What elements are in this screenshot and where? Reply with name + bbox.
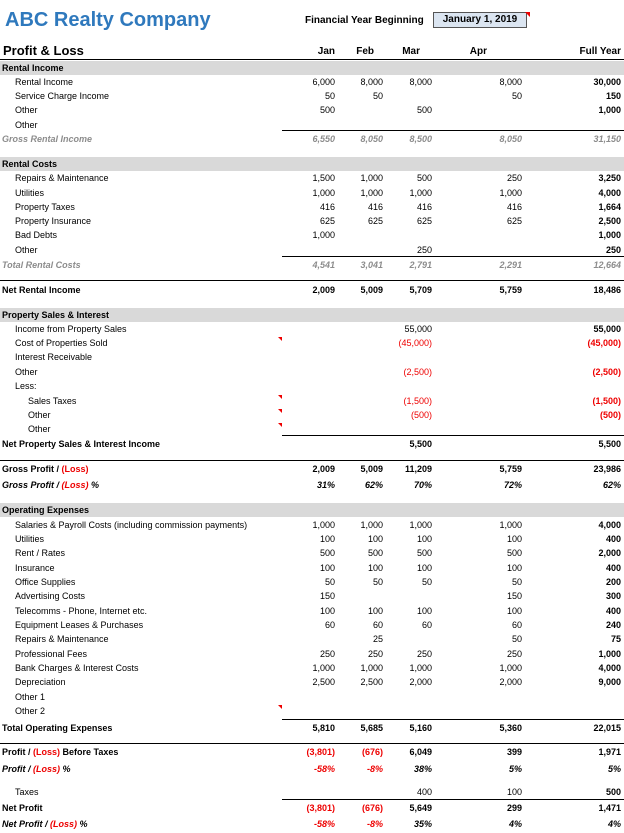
- cell-value[interactable]: 62%: [364, 480, 383, 490]
- cell-value[interactable]: 6,049: [409, 747, 432, 757]
- divider: [0, 280, 624, 281]
- cell-value[interactable]: 100: [416, 534, 432, 544]
- cell-value[interactable]: 500: [506, 548, 522, 558]
- cell-value[interactable]: 8,050: [499, 134, 522, 144]
- cell-value[interactable]: 1,000: [499, 188, 522, 198]
- row-label: Net Rental Income: [2, 285, 81, 295]
- row-label: Net Profit / (Loss) %: [2, 819, 88, 829]
- table-row: [0, 200, 624, 214]
- row-label: Telecomms - Phone, Internet etc.: [15, 606, 148, 616]
- row-label: Advertising Costs: [15, 591, 86, 601]
- table-row: [0, 422, 624, 436]
- row-label: Profit / (Loss) Before Taxes: [2, 747, 119, 757]
- row-label: Other 2: [15, 706, 46, 716]
- cell-value[interactable]: 500: [319, 105, 335, 115]
- table-row: [0, 283, 624, 297]
- table-row: [0, 365, 624, 379]
- cell-value[interactable]: 50: [372, 91, 383, 101]
- cell-value[interactable]: 70%: [413, 480, 432, 490]
- divider: [282, 130, 624, 131]
- cell-value[interactable]: 4,000: [598, 188, 621, 198]
- row-label: Rental Income: [2, 63, 64, 73]
- row-label: Equipment Leases & Purchases: [15, 620, 144, 630]
- cell-value[interactable]: 22,015: [593, 723, 621, 733]
- cell-value[interactable]: 3,041: [360, 260, 383, 270]
- cell-value[interactable]: 100: [319, 563, 335, 573]
- cell-value[interactable]: 625: [319, 216, 335, 226]
- cell-value[interactable]: 5,759: [499, 464, 522, 474]
- row-label: Professional Fees: [15, 649, 88, 659]
- divider: [282, 435, 624, 436]
- table-row: [0, 532, 624, 546]
- cell-value[interactable]: 500: [605, 787, 621, 797]
- cell-value[interactable]: 2,000: [598, 548, 621, 558]
- table-row: [0, 214, 624, 228]
- cell-value[interactable]: 400: [416, 787, 432, 797]
- cell-value[interactable]: 25: [372, 634, 383, 644]
- table-row: [0, 575, 624, 589]
- table-row: [0, 394, 624, 408]
- cell-value[interactable]: 31,150: [593, 134, 621, 144]
- cell-value[interactable]: 5,009: [360, 285, 383, 295]
- cell-value[interactable]: 100: [506, 563, 522, 573]
- cell-value[interactable]: 4%: [607, 819, 621, 829]
- cell-value[interactable]: 31%: [316, 480, 335, 490]
- cell-value[interactable]: 12,664: [593, 260, 621, 270]
- cell-value[interactable]: (1,500): [592, 396, 621, 406]
- cell-value[interactable]: 6,550: [312, 134, 335, 144]
- row-label: Bank Charges & Interest Costs: [15, 663, 139, 673]
- cell-value[interactable]: 500: [367, 548, 383, 558]
- cell-value[interactable]: 100: [319, 534, 335, 544]
- column-header-full-year: Full Year: [579, 46, 621, 57]
- row-label: Rental Costs: [2, 159, 58, 169]
- cell-value[interactable]: 299: [506, 803, 522, 813]
- row-label: Other 1: [15, 692, 46, 702]
- row-label: Other: [15, 367, 38, 377]
- cell-value[interactable]: 50: [511, 577, 522, 587]
- cell-value[interactable]: (2,500): [592, 367, 621, 377]
- cell-value[interactable]: 2,791: [409, 260, 432, 270]
- table-row: [0, 785, 624, 799]
- cell-value[interactable]: 100: [367, 606, 383, 616]
- row-label: Interest Receivable: [15, 352, 93, 362]
- table-row: [0, 632, 624, 646]
- table-row: [0, 618, 624, 632]
- table-row: [0, 589, 624, 603]
- table-row: [0, 503, 624, 517]
- row-label: Utilities: [15, 188, 45, 198]
- row-label: Property Insurance: [15, 216, 92, 226]
- comment-indicator-icon: [278, 705, 282, 709]
- table-row: [0, 437, 624, 451]
- cell-value[interactable]: 1,000: [312, 188, 335, 198]
- cell-value[interactable]: 8,050: [360, 134, 383, 144]
- cell-value[interactable]: 1,000: [312, 230, 335, 240]
- table-row: [0, 408, 624, 422]
- cell-value[interactable]: (500): [599, 410, 621, 420]
- cell-value[interactable]: 1,000: [312, 520, 335, 530]
- cell-value[interactable]: 1,000: [409, 520, 432, 530]
- cell-value[interactable]: 4,541: [312, 260, 335, 270]
- comment-indicator-icon: [278, 409, 282, 413]
- cell-value[interactable]: 75: [610, 634, 621, 644]
- cell-value[interactable]: 50: [511, 634, 522, 644]
- divider: [282, 256, 624, 257]
- cell-value[interactable]: 100: [367, 534, 383, 544]
- table-row: [0, 704, 624, 718]
- row-label: Rent / Rates: [15, 548, 66, 558]
- cell-value[interactable]: 1,471: [598, 803, 621, 813]
- cell-value[interactable]: 500: [416, 105, 432, 115]
- cell-value[interactable]: 5%: [508, 764, 522, 774]
- row-label: Property Sales & Interest: [2, 310, 110, 320]
- cell-value[interactable]: 100: [416, 563, 432, 573]
- cell-value[interactable]: 400: [605, 534, 621, 544]
- cell-value[interactable]: 50: [421, 577, 432, 587]
- table-row: [0, 157, 624, 171]
- row-label: Total Operating Expenses: [2, 723, 113, 733]
- cell-value[interactable]: 30,000: [593, 77, 621, 87]
- row-label: Operating Expenses: [2, 505, 90, 515]
- cell-value[interactable]: 2,009: [312, 464, 335, 474]
- cell-value[interactable]: 5,759: [499, 285, 522, 295]
- row-label: Profit / (Loss) %: [2, 764, 71, 774]
- cell-value[interactable]: 8,500: [409, 134, 432, 144]
- table-row: [0, 647, 624, 661]
- cell-value[interactable]: 416: [319, 202, 335, 212]
- divider: [282, 799, 624, 800]
- cell-value[interactable]: 2,500: [360, 677, 383, 687]
- row-label: Gross Rental Income: [2, 134, 93, 144]
- cell-value[interactable]: 5,160: [409, 723, 432, 733]
- cell-value[interactable]: 100: [506, 534, 522, 544]
- row-label: Property Taxes: [15, 202, 75, 212]
- cell-value[interactable]: -58%: [313, 819, 335, 829]
- cell-value[interactable]: 5,360: [499, 723, 522, 733]
- cell-value[interactable]: 50: [324, 91, 335, 101]
- row-label: Rental Income: [15, 77, 74, 87]
- cell-value[interactable]: 150: [506, 591, 522, 601]
- row-label: Total Rental Costs: [2, 260, 81, 270]
- table-row: [0, 336, 624, 350]
- column-header-mar: Mar: [402, 46, 420, 57]
- cell-value[interactable]: 240: [605, 620, 621, 630]
- cell-value[interactable]: 4,000: [598, 520, 621, 530]
- cell-value[interactable]: 9,000: [598, 677, 621, 687]
- column-header-jan: Jan: [317, 46, 335, 57]
- row-label: Depreciation: [15, 677, 66, 687]
- cell-value[interactable]: 50: [324, 577, 335, 587]
- cell-value[interactable]: 625: [367, 216, 383, 226]
- cell-value[interactable]: 35%: [413, 819, 432, 829]
- cell-value[interactable]: 250: [506, 173, 522, 183]
- cell-value[interactable]: 416: [367, 202, 383, 212]
- cell-value[interactable]: 250: [416, 649, 432, 659]
- divider: [0, 59, 624, 60]
- cell-value[interactable]: -8%: [366, 819, 383, 829]
- cell-value[interactable]: 150: [605, 91, 621, 101]
- cell-value[interactable]: (500): [410, 410, 432, 420]
- company-title: ABC Realty Company: [5, 9, 211, 31]
- row-label: Utilities: [15, 534, 45, 544]
- cell-value[interactable]: 38%: [413, 764, 432, 774]
- divider: [282, 719, 624, 720]
- cell-value[interactable]: 1,000: [360, 188, 383, 198]
- cell-value[interactable]: (1,500): [403, 396, 432, 406]
- row-label: Repairs & Maintenance: [15, 634, 109, 644]
- table-row: [0, 243, 624, 257]
- cell-value[interactable]: 300: [605, 591, 621, 601]
- cell-value[interactable]: (676): [361, 747, 383, 757]
- cell-value[interactable]: 1,000: [360, 663, 383, 673]
- row-label: Office Supplies: [15, 577, 76, 587]
- table-row: [0, 462, 624, 476]
- row-label: Net Profit: [2, 803, 43, 813]
- cell-value[interactable]: 6,000: [312, 77, 335, 87]
- table-row: [0, 171, 624, 185]
- row-label: Other: [15, 245, 38, 255]
- table-row: [0, 322, 624, 336]
- row-label: Service Charge Income: [15, 91, 110, 101]
- cell-value[interactable]: 1,000: [598, 105, 621, 115]
- table-row: [0, 561, 624, 575]
- cell-value[interactable]: 5,810: [312, 723, 335, 733]
- comment-indicator-icon: [278, 395, 282, 399]
- table-row: [0, 762, 624, 776]
- row-label: Gross Profit / (Loss): [2, 464, 89, 474]
- row-label: Other: [28, 424, 51, 434]
- divider: [0, 460, 624, 461]
- row-label: Other: [15, 120, 38, 130]
- financial-year-label: Financial Year Beginning: [305, 15, 424, 26]
- row-label: Bad Debts: [15, 230, 58, 240]
- cell-value[interactable]: 100: [319, 606, 335, 616]
- comment-indicator-icon: [278, 337, 282, 341]
- cell-value[interactable]: 500: [319, 548, 335, 558]
- cell-value[interactable]: 60: [324, 620, 335, 630]
- cell-value[interactable]: (3,801): [306, 803, 335, 813]
- cell-value[interactable]: 5,500: [598, 439, 621, 449]
- table-row: [0, 350, 624, 364]
- table-row: [0, 89, 624, 103]
- cell-value[interactable]: 1,000: [409, 188, 432, 198]
- table-row: [0, 379, 624, 393]
- table-row: [0, 801, 624, 815]
- table-row: [0, 478, 624, 492]
- cell-value[interactable]: 5,009: [360, 464, 383, 474]
- cell-value[interactable]: 72%: [503, 480, 522, 490]
- cell-value[interactable]: 2,500: [598, 216, 621, 226]
- cell-value[interactable]: 1,000: [499, 663, 522, 673]
- table-row: [0, 61, 624, 75]
- cell-value[interactable]: 8,000: [499, 77, 522, 87]
- table-row: [0, 308, 624, 322]
- divider: [0, 743, 624, 744]
- cell-value[interactable]: -8%: [366, 764, 383, 774]
- cell-value[interactable]: 250: [319, 649, 335, 659]
- table-row: [0, 75, 624, 89]
- cell-value[interactable]: 250: [416, 245, 432, 255]
- cell-value[interactable]: 2,500: [312, 677, 335, 687]
- cell-value[interactable]: 5,685: [360, 723, 383, 733]
- table-row: [0, 228, 624, 242]
- cell-value[interactable]: 1,971: [598, 747, 621, 757]
- cell-value[interactable]: 2,000: [409, 677, 432, 687]
- cell-value[interactable]: 5%: [607, 764, 621, 774]
- comment-indicator-icon: [525, 12, 530, 17]
- row-label: Net Property Sales & Interest Income: [2, 439, 161, 449]
- table-row: [0, 721, 624, 735]
- row-label: Cost of Properties Sold: [15, 338, 108, 348]
- cell-value[interactable]: 400: [605, 563, 621, 573]
- table-row: [0, 690, 624, 704]
- cell-value[interactable]: 5,709: [409, 285, 432, 295]
- cell-value[interactable]: (45,000): [587, 338, 621, 348]
- cell-value[interactable]: 55,000: [593, 324, 621, 334]
- cell-value[interactable]: 2,009: [312, 285, 335, 295]
- cell-value[interactable]: 625: [506, 216, 522, 226]
- row-label: Other: [28, 410, 51, 420]
- table-row: [0, 661, 624, 675]
- cell-value[interactable]: 60: [511, 620, 522, 630]
- cell-value[interactable]: 399: [506, 747, 522, 757]
- cell-value[interactable]: 23,986: [593, 464, 621, 474]
- cell-value[interactable]: 500: [416, 173, 432, 183]
- row-label: Gross Profit / (Loss) %: [2, 480, 100, 490]
- table-row: [0, 132, 624, 146]
- cell-value[interactable]: 60: [421, 620, 432, 630]
- cell-value[interactable]: 1,000: [360, 173, 383, 183]
- cell-value[interactable]: 500: [416, 548, 432, 558]
- cell-value[interactable]: 1,000: [312, 663, 335, 673]
- cell-value[interactable]: 100: [506, 606, 522, 616]
- row-label: Insurance: [15, 563, 55, 573]
- table-row: [0, 675, 624, 689]
- cell-value[interactable]: 5,500: [409, 439, 432, 449]
- row-label: Sales Taxes: [28, 396, 77, 406]
- table-row: [0, 186, 624, 200]
- cell-value[interactable]: 4%: [508, 819, 522, 829]
- cell-value[interactable]: 250: [506, 649, 522, 659]
- cell-value[interactable]: 2,291: [499, 260, 522, 270]
- section-title: Profit & Loss: [3, 43, 84, 58]
- cell-value[interactable]: 416: [416, 202, 432, 212]
- cell-value[interactable]: 250: [367, 649, 383, 659]
- cell-value[interactable]: 100: [506, 787, 522, 797]
- financial-year-input[interactable]: January 1, 2019: [433, 12, 527, 28]
- cell-value[interactable]: (676): [361, 803, 383, 813]
- cell-value[interactable]: 250: [605, 245, 621, 255]
- column-header-feb: Feb: [356, 46, 374, 57]
- cell-value[interactable]: 62%: [602, 480, 621, 490]
- row-label: Repairs & Maintenance: [15, 173, 109, 183]
- table-row: [0, 103, 624, 117]
- row-label: Less:: [15, 381, 37, 391]
- cell-value[interactable]: 4,000: [598, 663, 621, 673]
- table-row: [0, 518, 624, 532]
- cell-value[interactable]: (3,801): [306, 747, 335, 757]
- cell-value[interactable]: 55,000: [404, 324, 432, 334]
- cell-value[interactable]: 1,500: [312, 173, 335, 183]
- cell-value[interactable]: 625: [416, 216, 432, 226]
- cell-value[interactable]: 200: [605, 577, 621, 587]
- cell-value[interactable]: 18,486: [593, 285, 621, 295]
- cell-value[interactable]: 1,000: [499, 520, 522, 530]
- cell-value[interactable]: 60: [372, 620, 383, 630]
- row-label: Salaries & Payroll Costs (including commission payments): [15, 520, 248, 530]
- cell-value[interactable]: 50: [372, 577, 383, 587]
- cell-value[interactable]: 5,649: [409, 803, 432, 813]
- cell-value[interactable]: 8,000: [409, 77, 432, 87]
- column-header-apr: Apr: [469, 46, 487, 57]
- cell-value[interactable]: 416: [506, 202, 522, 212]
- cell-value[interactable]: 3,250: [598, 173, 621, 183]
- cell-value[interactable]: 1,664: [598, 202, 621, 212]
- row-label: Other: [15, 105, 38, 115]
- table-row: [0, 817, 624, 831]
- cell-value[interactable]: 1,000: [598, 230, 621, 240]
- cell-value[interactable]: 8,000: [360, 77, 383, 87]
- cell-value[interactable]: (45,000): [398, 338, 432, 348]
- cell-value[interactable]: 150: [319, 591, 335, 601]
- table-row: [0, 604, 624, 618]
- cell-value[interactable]: -58%: [313, 764, 335, 774]
- table-row: [0, 745, 624, 759]
- cell-value[interactable]: 11,209: [404, 464, 432, 474]
- cell-value[interactable]: 1,000: [598, 649, 621, 659]
- cell-value[interactable]: 1,000: [409, 663, 432, 673]
- row-label: Income from Property Sales: [15, 324, 127, 334]
- cell-value[interactable]: 1,000: [360, 520, 383, 530]
- table-row: [0, 546, 624, 560]
- cell-value[interactable]: 2,000: [499, 677, 522, 687]
- table-row: [0, 258, 624, 272]
- row-label: Taxes: [15, 787, 39, 797]
- cell-value[interactable]: 400: [605, 606, 621, 616]
- cell-value[interactable]: 50: [511, 91, 522, 101]
- cell-value[interactable]: 100: [367, 563, 383, 573]
- cell-value[interactable]: (2,500): [403, 367, 432, 377]
- cell-value[interactable]: 100: [416, 606, 432, 616]
- comment-indicator-icon: [278, 423, 282, 427]
